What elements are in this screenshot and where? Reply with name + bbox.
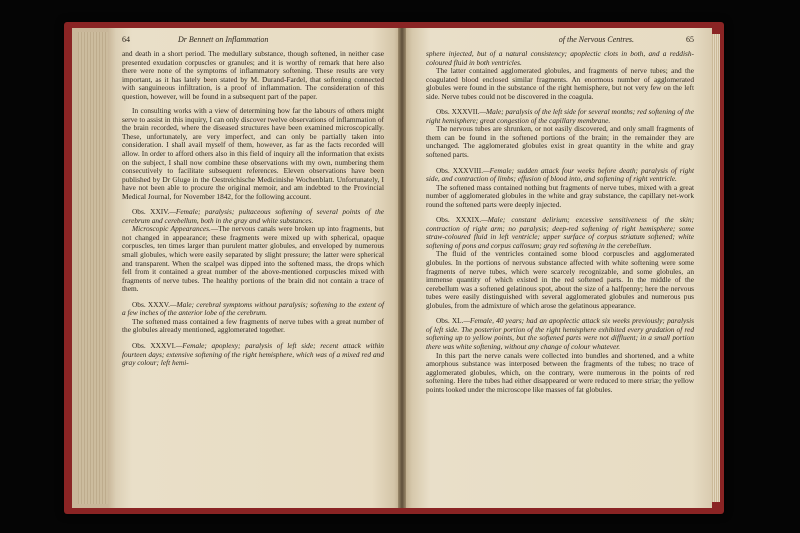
book-gutter	[398, 28, 406, 508]
observation-xxiv	[122, 208, 384, 225]
left-page	[72, 28, 402, 508]
open-book	[72, 28, 712, 508]
left-page-text	[122, 36, 384, 368]
micro-label: Microscopic Appearances.	[132, 224, 211, 234]
obs-title: —Female, 40 years; had an apoplectic attack six weeks previously; paralysis of left side. The posterior portion of the right hemisphere exhibited every gradation of red softening up to yellow points, but the softened parts were not diffluent; in a small portion there was white softening, without any change of colour whatever.	[426, 316, 694, 351]
obs-title: —Male; cerebral symptoms without paralysis; softening to the extent of a few inches of the anterior lobe of the cerebrum.	[122, 299, 384, 318]
right-page-text	[426, 36, 694, 394]
obs-body: The nervous tubes are shrunken, or not easily discovered, and only small fragments of them can be found in the softened portions of the brain; in the remainder they are unchanged. The agglomerated globules exist in great quantity in the white and gray softened parts.	[426, 124, 694, 160]
right-page-number: 65	[686, 35, 694, 44]
obs-label: Obs. XL.	[436, 316, 464, 326]
paragraph: In consulting works with a view of determining how far the labours of others might serve to assist in this inquiry, I can only discover twelve observations of inflammation of the brain recorded, where the diseased structures have been examined microscopically. These, unfortunately, are very imperfect, and can only be partially taken into consideration. I shall avail myself of them, however, as far as the facts recorded will allow. In order to afford others also in this field of inquiry all the information that exists on the subject, I shall now combine these observations with my own, numbering them consecutively to facilitate subsequent references. Eleven observations have been published by Dr Gluge in the Oestreichische Medicinishe Wochenblatt. Unfortunately, I have not been able to procure the original memoir, and am indebted to the Provincial Medical Journal, for November 1842, for the following account.	[122, 106, 384, 201]
obs-title: —Female; paralysis; pultaceous softening of several points of the cerebrum and cerebellum, both in the gray and white substances.	[122, 207, 385, 225]
obs-body: The softened mass contained a few fragments of nerve tubes with a great number of the globules already mentioned, agglomerated together.	[122, 316, 384, 335]
continuation-title: sphere injected, but of a natural consistency; apoplectic clots in both, and a reddish-coloured fluid in both ventricles.	[426, 49, 694, 67]
observation-xl	[426, 317, 694, 351]
obs-title: —Male; paralysis of the left side for several months; red softening of the right hemisphere; great congestion of the capillary membrane.	[426, 107, 694, 125]
left-running-head: Dr Bennett on Inflammation	[178, 35, 269, 44]
obs-label: Obs. XXXVIII.	[436, 165, 484, 175]
obs-label: Obs. XXXVI.	[132, 340, 176, 350]
observation-xxvii	[426, 108, 694, 125]
obs-label: Obs. XXIV.	[132, 207, 170, 217]
obs-label: Obs. XXXVII.	[436, 107, 480, 117]
obs-title: —Female; sudden attack four weeks before death; paralysis of right side, and contraction of limbs; effusion of blood into, and softening of right ventricle.	[426, 165, 694, 184]
obs-body: In this part the nerve canals were collected into bundles and shortened, and a white amorphous substance was interposed between the fragments of the tubes; no trace of agglomerated globules, which, on the contrary, were numerous in the points of red softening. Here the tubes had either disappeared or were reduced to mere striæ; the yellow points looked under the microscope like masses of fat globules.	[426, 350, 694, 394]
obs-body: —The nervous canals were broken up into fragments, but not changed in appearance; these fragments were mixed up with spherical, opaque corpuscles, ten times larger than purulent matter globules, and enveloped by numerous small globules, which were easily separated by slight pressure; the latter were spherical and transparent. When the scalpel was dipped into the softened mass, the drops which fell from it contained a great number of the above-mentioned corpuscles mixed with fragments of nerve tubes. The healthy portions of the brain did not contain a trace of them.	[122, 224, 384, 294]
obs-body: The fluid of the ventricles contained some blood corpuscles and agglomerated globules. In the portions of nervous substance affected with white softening were some fragments of nerve tubes, which were scarcely recognizable, and some globules, an immense quantity of which existed in the red softened parts. In the middle of the cerebellum was a softened gelatinous spot, about the size of a halfpenny; here the nervous tubes were easily distinguished with several agglomerated globules and numerous pus globules, from the admixture of which arose the gelatinous appearance.	[426, 249, 694, 310]
paragraph: and death in a short period. The medullary substance, though softened, in neither case presented exudation corpuscles or granules; and it is worthy of remark that here also there were none of the symptoms of inflammatory softening. These results are very important, as it has lately been stated by M. Durand-Fardel, that softening connected with sanguineous infiltration, is a proof of inflammation. The consideration of this question, however, will be found in a subsequent part of the paper.	[122, 49, 384, 101]
obs-title: —Male; constant delirium; excessive sensitiveness of the skin; contraction of right arm; no paralysis; deep-red softening of right hemisphere; some straw-coloured fluid in left ventricle; upper surface of corpus striatum softened; white softening of pons and corpus callosum; gray red softening in the cerebellum.	[426, 215, 694, 250]
observation-xxviii	[426, 167, 694, 184]
observation-xxiv-body	[122, 225, 384, 293]
right-running-head: of the Nervous Centres.	[558, 35, 634, 44]
obs-label: Obs. XXXIX.	[436, 215, 482, 225]
obs-label: Obs. XXXV.	[132, 299, 171, 309]
observation-xxv	[122, 301, 384, 318]
right-page	[402, 28, 712, 508]
page-edges-right	[712, 34, 720, 502]
obs-body: The softened mass contained nothing but fragments of nerve tubes, mixed with a great number of agglomerated globules in the white and gray substance, the capillary net-work round the softened parts were deeply injected.	[426, 182, 694, 209]
left-page-number: 64	[122, 35, 130, 44]
paragraph: The latter contained agglomerated globules, and fragments of nerve tubes; and the coagulated blood enclosed similar fragments. An enormous number of agglomerated globules were found in the substance of the right hemisphere, but not very few on the left side. Nerve tubes could not be discovered in the coagula.	[426, 66, 694, 101]
page-edges-left	[78, 32, 108, 504]
obs-title: —Female; apoplexy; paralysis of left side; recent attack within fourteen days; extensive softening of the right hemisphere, which was of a mixed red and gray colour; left hemi-	[122, 340, 384, 368]
left-page-header	[122, 36, 384, 48]
right-page-header	[426, 36, 694, 48]
observation-xxvi	[122, 342, 384, 368]
observation-xxix	[426, 216, 694, 250]
